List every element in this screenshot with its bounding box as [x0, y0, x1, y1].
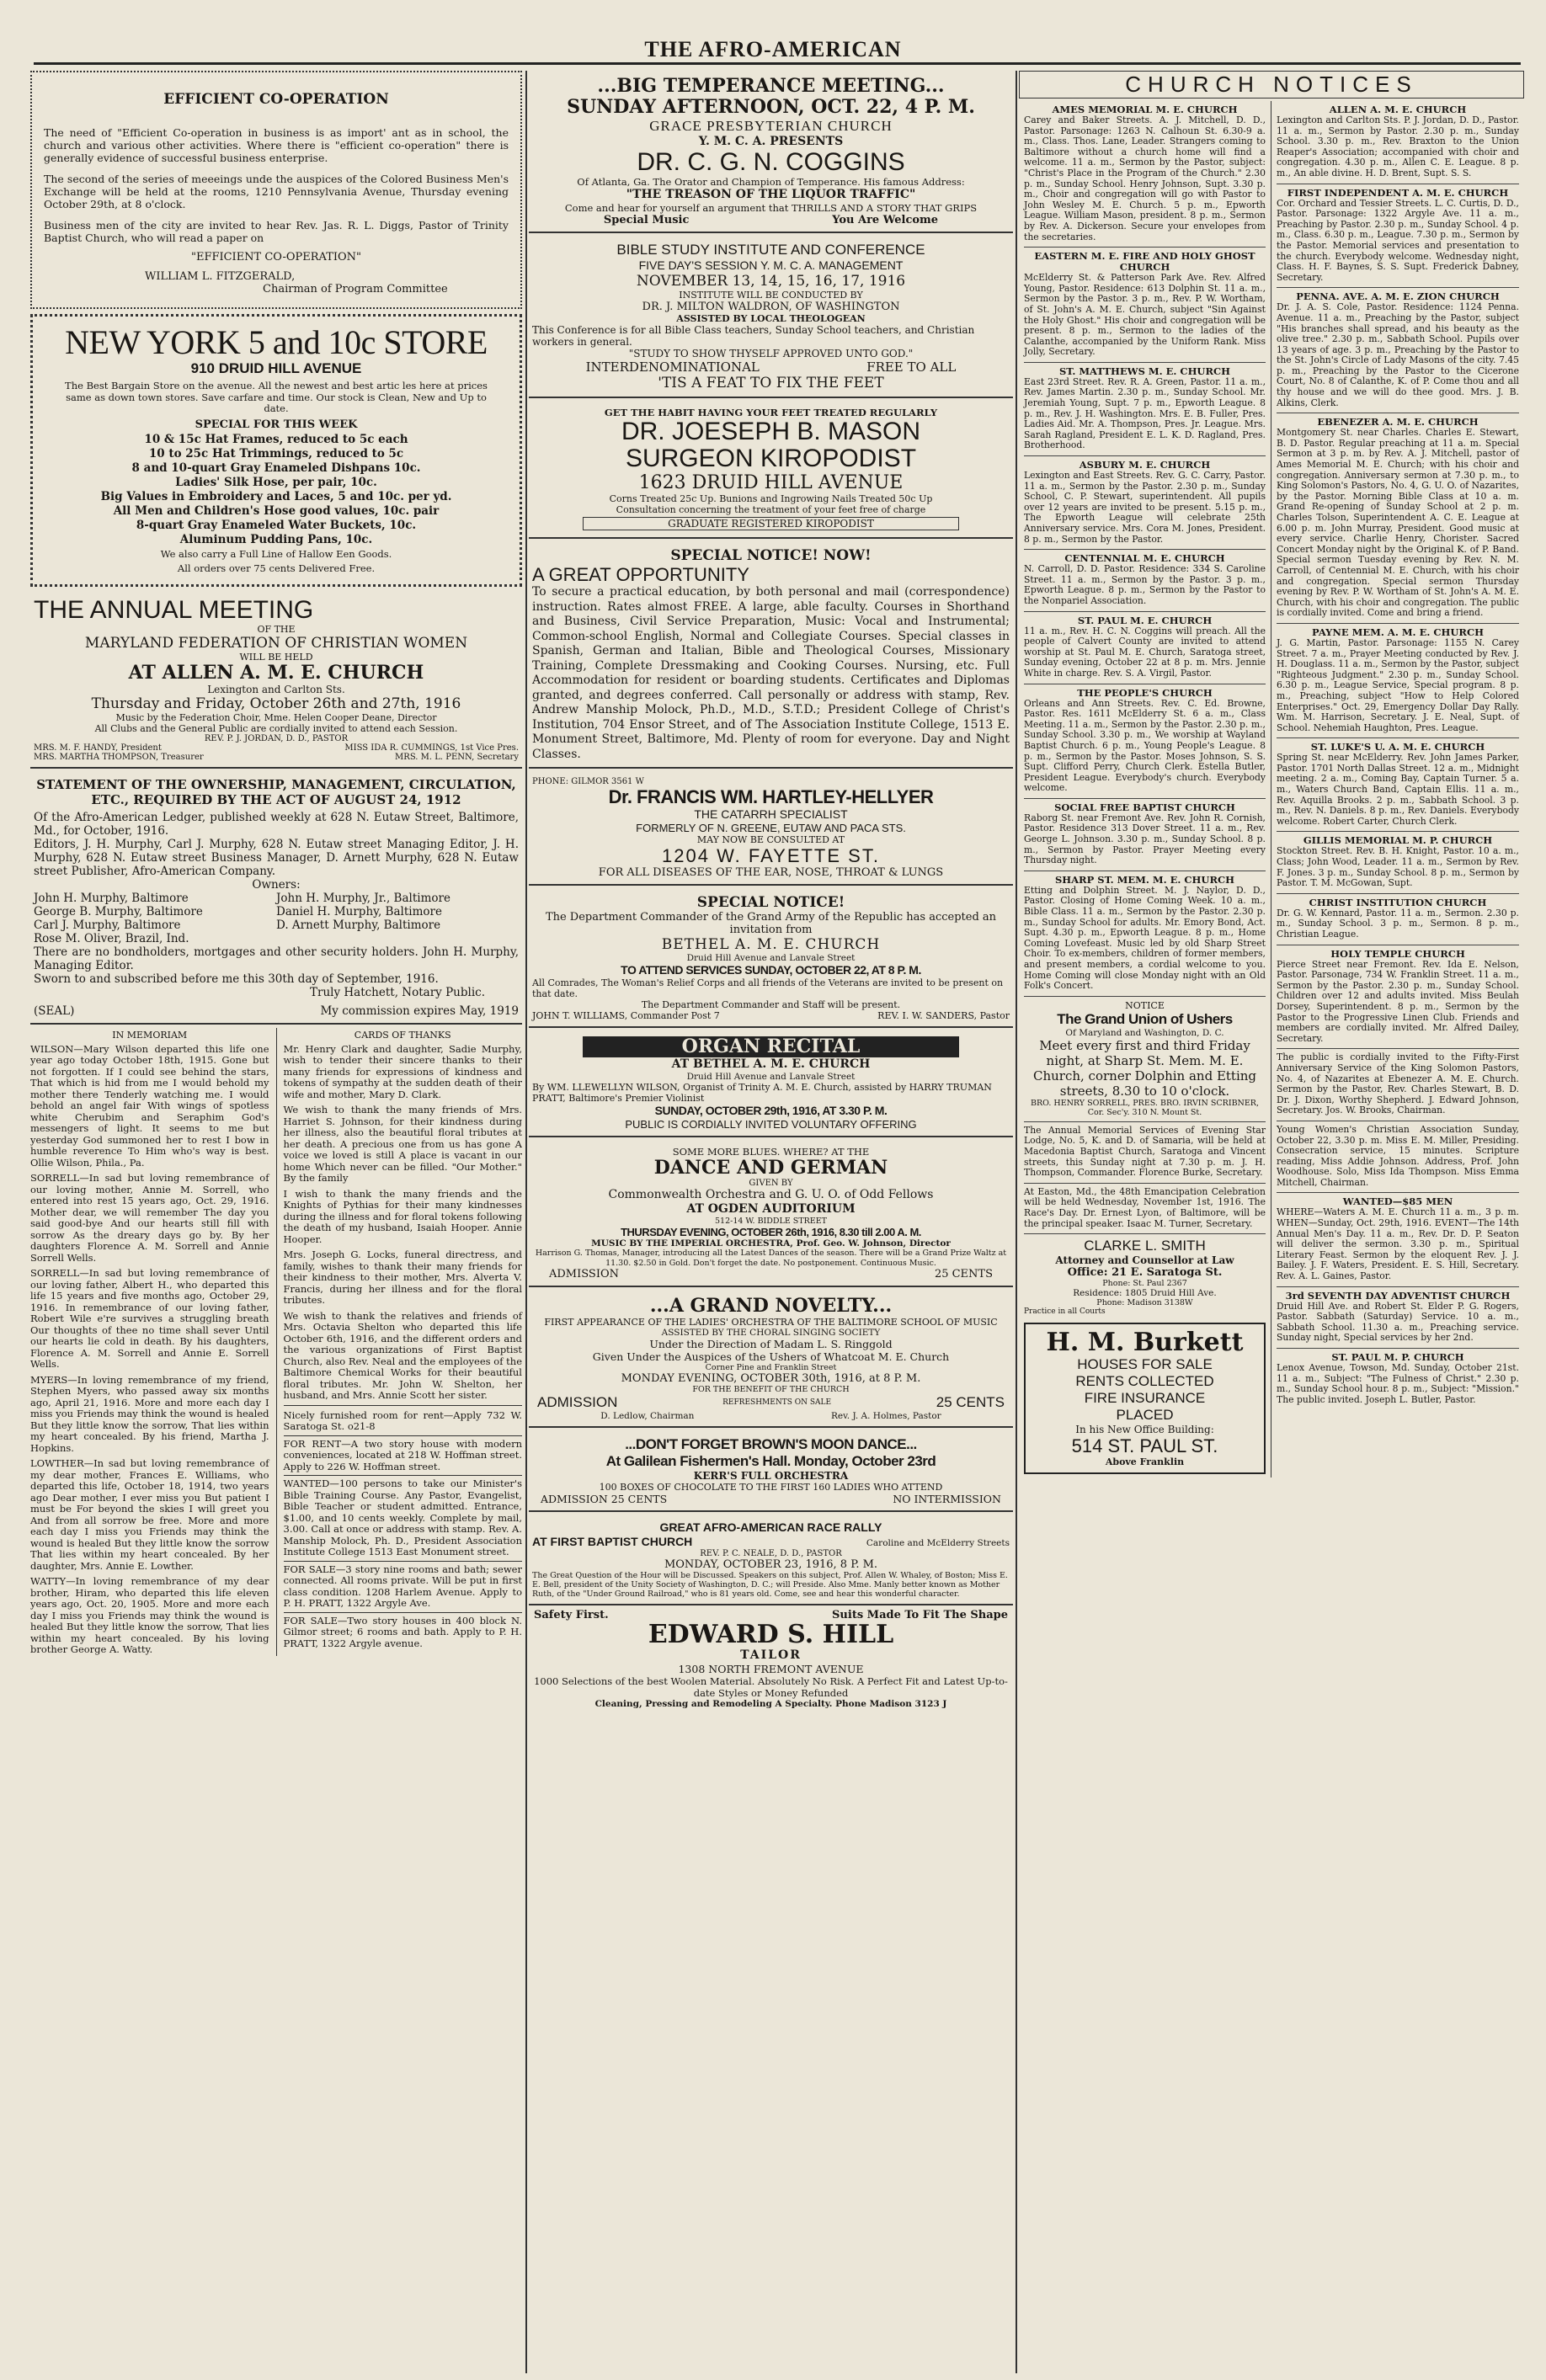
- temperance-line: Come and hear for yourself an argument that THRILLS AND A STORY THAT GRIPS: [564, 202, 978, 214]
- meeting-line: All Clubs and the General Public are cordially invited to attend each Session.: [94, 722, 458, 734]
- ad-paragraph: The second of the series of meeeings unde the auspices of the Colored Business Men's Exchange will be held at the rooms, 1210 Pennsylvania Avenue, Thursday evening October 29th, at 8 o'clock.: [44, 173, 509, 210]
- hill-line: Suits Made To Fit The Shape: [832, 1609, 1008, 1621]
- column-divider: [1016, 71, 1017, 2373]
- smith-line: Office: 21 E. Saratoga St.: [1067, 1266, 1223, 1280]
- smith-line: Phone: St. Paul 2367: [1102, 1279, 1187, 1289]
- store-intro: The Best Bargain Store on the avenue. All the newest and best artic les here at prices same as down town stores. Save carfare and time. Our stock is Clean, New and Up to date.: [65, 380, 488, 414]
- hartley-address: 1204 W. FAYETTE ST.: [662, 845, 880, 866]
- list-item: All orders over 75 cents Delivered Free.: [177, 562, 376, 574]
- opportunity-title: SPECIAL NOTICE! NOW!: [670, 547, 872, 564]
- church-text: Stockton Street. Rev. B. H. Knight, Pastor. 10 a. m., Class; John Wood, Leader. 11 a. m., Sermon by Rev. F. Jones. 3 p. m., Sunday School. 8 p. m., Sermon by Pastor. T. M. McGowan, Supt.: [1277, 845, 1519, 889]
- church-text: WHERE—Waters A. M. E. Church 11 a. m., 3 p. m. WHEN—Sunday, Oct. 29th, 1916. EVENT—The 14th Annual Men's Day. 11 a. m., Rev. Dr. D. P. Seaton will deliver the sermon. 3.30 p. m., Spiritual Literary Feast. Sermon by the eloquent Rev. J. J. Bailey. J. F. Waters, President. E. S. Hill, Secretary. Rev. A. L. Gaines, Pastor.: [1277, 1206, 1519, 1282]
- bible-title: BIBLE STUDY INSTITUTE AND CONFERENCE: [616, 242, 925, 258]
- easton-notice: [1024, 1184, 1266, 1234]
- meeting-church: AT ALLEN A. M. E. CHURCH: [128, 661, 424, 684]
- meeting-officer: MRS. MARTHA THOMPSON, Treasurer: [34, 752, 204, 762]
- novelty-line: REFRESHMENTS ON SALE: [722, 1398, 832, 1407]
- church-text: N. Carroll, D. D. Pastor. Residence: 334 S. Caroline Street. 11 a. m., Sermon by the Pastor. 3 p. m., Epworth League. 8 p. m., Sermon by the Pastor to the Nonpariel Association.: [1024, 563, 1266, 606]
- novelty-line: FOR THE BENEFIT OF THE CHURCH: [692, 1385, 850, 1394]
- church-text: McElderry St. & Patterson Park Ave. Rev. Alfred Young, Pastor. Residence: 613 Dolphin St. 11 a. m., Sermon by the Pastor. 3 p. m., Rev. P. W. Wortham, of St. John's A. M. E. Church, subject "Sin Against the Holy Ghost." His choir and congregation will be present. 8 p. m., Sermon to the ladies of the Calanthe, accompanied by the Uniform Rank. Miss Jolly, Secretary.: [1024, 272, 1266, 358]
- statement-text: Editors, J. H. Murphy, Carl J. Murphy, 628 N. Eutaw street Managing Editor, J. H. Murphy, 628 N. Eutaw street Business Manager, D. Arnett Murphy, 628 N. Eutaw street Publisher, Afro-American Company.: [34, 837, 519, 878]
- column-left: [30, 71, 522, 2373]
- opportunity-ad: [529, 542, 1013, 769]
- mason-name: DR. JOESEPH B. MASON: [621, 418, 921, 445]
- thanks-entry: Mr. Henry Clark and daughter, Sadie Murphy, wish to tender their sincere thanks to their many friends for expressions of kindness and tokens of sympathy at the sudden death of their wife and mother, Mary D. Clark.: [283, 1042, 522, 1100]
- hartley-line: FOR ALL DISEASES OF THE EAR, NOSE, THROAT & LUNGS: [598, 866, 944, 879]
- mason-line: GET THE HABIT HAVING YOUR FEET TREATED REGULARLY: [604, 407, 938, 418]
- statement-owners-label: Owners:: [252, 877, 301, 892]
- novelty-line: Corner Pine and Franklin Street: [705, 1363, 837, 1372]
- dance-price: 25 CENTS: [934, 1268, 993, 1281]
- masthead: [0, 0, 1546, 59]
- church-text: East 23rd Street. Rev. R. A. Green, Pastor. 11 a. m., Rev. James Martin. 2.30 p. m., Sunday School. Mr. Jeremiah Young, Supt. 7 p. m., Epworth League. 8 p. m., Rev. J. H. Washington. Mrs. E. B. Fuller, Pres. Ladies Aid. Mr. A. Thompson, Pres. Jr. League. Mrs. Sarah Ragland, President E. L. K. D. Ragland, Pres. Brotherhood.: [1024, 375, 1266, 451]
- ad-paragraph: The need of "Efficient Co-operation in business is as import' ant as in school, the church and various other activities. Where there is "efficient co-operation" there is generally evidence of successful business enterprise.: [44, 126, 509, 164]
- ad-title: EFFICIENT CO-OPERATION: [163, 91, 389, 108]
- church-entry: [1277, 738, 1519, 832]
- moon-line: NO INTERMISSION: [893, 1493, 1001, 1505]
- thanks-entry: I wish to thank the many friends and the Knights of Pythias for their many kindnesses during the illness and for floral tokens following the death of my husband, Isaiah Hooper. Annie Hooper.: [283, 1187, 522, 1245]
- church-entry: [1024, 799, 1266, 871]
- thanks-entry: Mrs. Joseph G. Locks, funeral directress, and family, wishes to thank their many friends for their kindness to their mother, Mrs. Alverta V. Francis, during her illness and for the floral tributes.: [283, 1249, 522, 1306]
- organ-title: ORGAN RECITAL: [583, 1036, 959, 1057]
- hill-line: 1000 Selections of the best Woolen Material. Absolutely No Risk. A Perfect Fit and Latest Up-to-date Styles or Money Refunded: [534, 1675, 1008, 1699]
- hill-name: EDWARD S. HILL: [648, 1620, 894, 1649]
- organ-line: PUBLIC IS CORDIALLY INVITED VOLUNTARY OFFERING: [625, 1118, 917, 1131]
- church-name: THE PEOPLE'S CHURCH: [1077, 686, 1213, 699]
- statement-text: Sworn to and subscribed before me this 30th day of September, 1916.: [34, 972, 439, 986]
- church-entry: [1024, 101, 1266, 248]
- bible-line: This Conference is for all Bible Class teachers, Sunday School teachers, and Christian workers in general.: [532, 324, 975, 348]
- mason-line: Consultation concerning the treatment of your feet free of charge: [616, 504, 926, 515]
- organ-recital-ad: [529, 1031, 1013, 1137]
- hartley-line: THE CATARRH SPECIALIST: [694, 807, 848, 821]
- memoriam-title: IN MEMORIAM: [112, 1029, 188, 1041]
- notice-line: BRO. HENRY SORRELL, PRES. BRO. IRVIN SCRIBNER, Cor. Sec'y. 310 N. Mount St.: [1031, 1098, 1259, 1117]
- bible-line: FREE TO ALL: [866, 359, 957, 375]
- burkett-address: 514 ST. PAUL ST.: [1071, 1435, 1218, 1457]
- race-line: REV. P. C. NEALE, D. D., PASTOR: [700, 1549, 842, 1558]
- smith-line: Phone: Madison 3138W: [1096, 1298, 1193, 1308]
- race-line: The Great Question of the Hour will be Discussed. Speakers on this subject, Prof. Allen W. Whaley, of Boston; Miss E. E. Bell, president of the Unity Society of Washington, D. C.; will Preside. Also Mme. Manly better known as Mother Ruth, of the "Under Ground Railroad," who is 81 years old. Come, see and hear this wonderful character.: [532, 1571, 1008, 1599]
- church-entry: [1277, 1349, 1519, 1409]
- church-entry: [1277, 1287, 1519, 1349]
- gar-line: The Department Commander and Staff will be present.: [641, 999, 901, 1010]
- novelty-date: MONDAY EVENING, OCTOBER 30th, 1916, at 8 P. M.: [621, 1372, 921, 1385]
- hill-line: Safety First.: [534, 1609, 609, 1621]
- church-name: ASBURY M. E. CHURCH: [1079, 459, 1211, 471]
- mason-line: GRADUATE REGISTERED KIROPODIST: [583, 517, 959, 530]
- list-item: 8 and 10-quart Gray Enameled Dishpans 10c.: [131, 461, 421, 475]
- statement-seal: (SEAL): [34, 1004, 75, 1018]
- novelty-line: Rev. J. A. Holmes, Pastor: [831, 1411, 941, 1421]
- gar-line: REV. I. W. SANDERS, Pastor: [877, 1010, 1010, 1021]
- gar-notice: [529, 889, 1013, 1028]
- gar-line: The Department Commander of the Grand Army of the Republic has accepted an invitation from: [545, 911, 997, 936]
- memoriam-entry: WILSON—Mary Wilson departed this life one year ago today October 18th, 1915. Gone but not forgotten. If I could see behind the stars, That which is hid from me I would behold my mother there Tenderly watching me. I would behold an angel fair With wings of spotless white Cherubim and Seraphim God's messengers of light. It seems to me but yesterday God summoned her to rest I bow in humble reverence To Him who's way is best. Ollie Wilson, Phila., Pa.: [30, 1042, 269, 1169]
- burkett-line: HOUSES FOR SALE: [1077, 1356, 1213, 1373]
- smith-ad: [1024, 1234, 1266, 1319]
- column-right: [1019, 71, 1524, 2373]
- hill-line: Cleaning, Pressing and Remodeling A Specialty. Phone Madison 3123 J: [594, 1699, 947, 1709]
- opportunity-heading: A GREAT OPPORTUNITY: [532, 564, 749, 585]
- masthead-title: THE AFRO-AMERICAN: [644, 37, 902, 61]
- burkett-line: PLACED: [1116, 1407, 1174, 1424]
- church-name: ST. PAUL M. E. CHURCH: [1077, 614, 1213, 626]
- store-special: SPECIAL FOR THIS WEEK: [195, 418, 358, 431]
- race-rally-ad: [529, 1515, 1013, 1605]
- opportunity-text: To secure a practical education, by both personal and mail (correspondence) instruction. Rates almost FREE. A large, able faculty. Courses in Shorthand and Business, Civil Service Preparation, Music: Vocal and Instrumental; Common-school English, Normal and Collegiate Courses. Special classes in Spanish, German and Italian, Bible and Theological Courses, Missionary Training, Complete Dressmaking and Cooking Courses. Nursing, etc. Full Accommodation for resident or boarding students. Certificates and Diplomas granted, and degrees conferred. Call personally or address with stamp, Rev. Andrew Manship Molock, Ph.D., M.D., S.T.D.; President College of Christ's Institution, 704 Ensor Street, and of The Association Institute College, 1513 E. Monument Street, Baltimore, Md. Plenty of room for everyone. Day and Night Classes.: [532, 585, 1010, 761]
- gar-date: TO ATTEND SERVICES SUNDAY, OCTOBER 22, AT 8 P. M.: [621, 963, 921, 977]
- bible-line: "STUDY TO SHOW THYSELF APPROVED UNTO GOD.": [628, 348, 914, 359]
- meeting-line: REV. P. J. JORDAN, D. D., PASTOR: [204, 733, 349, 743]
- smith-line: Residence: 1805 Druid Hill Ave.: [1073, 1288, 1217, 1299]
- burkett-ad: [1024, 1323, 1266, 1474]
- list-item: Big Values in Embroidery and Laces, 5 and 10c. per yd.: [100, 489, 452, 503]
- church-text: Etting and Dolphin Street. M. J. Naylor, D. D., Pastor. Closing of Home Coming Week. 10 a. m., Bible Class. 11 a. m., Sermon by the Pastor. 2.30 p. m., Sunday School for adults. Mr. Emory Bond, Act. Supt. 4.30 p. m., Epworth League. 8 p. m., Home Coming Lovefeast. Music led by old Sharp Street Choir. To ex-members, children of former members, and present members, a cordial welcome to you. Home Coming will close Monday night with an Old Folk's Concert.: [1024, 884, 1266, 992]
- temperance-date: SUNDAY AFTERNOON, OCT. 22, 4 P. M.: [567, 96, 975, 118]
- dance-line: MUSIC BY THE IMPERIAL ORCHESTRA, Prof. Geo. W. Johnson, Director: [591, 1238, 951, 1249]
- church-notices-header: CHURCH NOTICES: [1019, 71, 1524, 99]
- ushers-notice: [1024, 997, 1266, 1122]
- bible-line: DR. J. MILTON WALDRON, OF WASHINGTON: [642, 301, 900, 313]
- temperance-line: Y. M. C. A. PRESENTS: [698, 135, 844, 148]
- temperance-ad: [529, 71, 1013, 233]
- classified-ad: FOR SALE—Two story houses in 400 block N. Gilmor street; 6 rooms and bath. Apply to P. H. PRATT, 1322 Argyle avenue.: [283, 1614, 522, 1649]
- dance-date: THURSDAY EVENING, OCTOBER 26th, 1916, 8.30 till 2.00 A. M.: [621, 1226, 921, 1238]
- novelty-ad: [529, 1291, 1013, 1428]
- thanks-entry: We wish to thank the relatives and friends of Mrs. Octavia Shelton who departed this life October 6th, 1916, and the different orders and the various organizations of First Baptist Church, also Rev. Neal and the employees of the Baltimore Chemical Works for their beautiful floral tributes. Mr. John W. Shelton, her husband, and Mrs. Annie Scott her sister.: [284, 1311, 523, 1406]
- hartley-line: MAY NOW BE CONSULTED AT: [696, 834, 845, 845]
- church-name: WANTED—$85 MEN: [1342, 1195, 1453, 1208]
- memoriam-entry: WATTY—In loving remembrance of my dear brother, Hiram, who departed this life eleven years ago, Oct. 20, 1905. More and more each day I miss you Friends may think the wound is healed But they little know the sorrow, That lies within my heart concealed. By his loving brother George A. Watty.: [30, 1575, 269, 1655]
- church-text: Dr. J. A. S. Cole, Pastor. Residence: 1124 Penna. Avenue. 11 a. m., Preaching by the Pastor, subject "His branches shall spread, and his beauty as the olive tree." 2.30 p. m., Sabbath School. Pupils over 13 years of age. 3 p. m., Preaching by the Pastor to the St. John's Circle of Lady Masons of the city. 7.45 p. m., Preaching by the Pastor to the Cicerone Court, No. 8 of Calanthe, K. of P. Come thou and all thy house and we will do thee good. Mrs. J. B. Alkins, Clerk.: [1277, 301, 1519, 408]
- meeting-line: Music by the Federation Choir, Mme. Helen Cooper Deane, Director: [115, 711, 437, 723]
- hartley-line: FORMERLY OF N. GREENE, EUTAW AND PACA STS.: [636, 822, 906, 834]
- church-entry: [1024, 612, 1266, 684]
- efficient-cooperation-ad: [30, 71, 522, 309]
- dance-admission: ADMISSION: [549, 1268, 620, 1281]
- novelty-line: ASSISTED BY THE CHORAL SINGING SOCIETY: [661, 1328, 881, 1338]
- hill-ad: [529, 1609, 1013, 1709]
- church-text: Young Women's Christian Association Sunday, October 22, 3.30 p. m. Miss E. M. Miller, Presiding. Consecration service, 15 minutes. Scripture reading, Miss Addie Johnson. Address, Prof. John Woodhouse. Solo, Miss Ida Thompson. Miss Emma Mitchell, Chairman.: [1277, 1123, 1519, 1188]
- bible-dates: NOVEMBER 13, 14, 15, 16, 17, 1916: [636, 273, 906, 290]
- gar-line: JOHN T. WILLIAMS, Commander Post 7: [532, 1010, 720, 1021]
- statement-owners: John H. Murphy, Jr., Baltimore Daniel H. Murphy, Baltimore D. Arnett Murphy, Baltimore: [276, 891, 450, 932]
- church-entry: [1277, 624, 1519, 738]
- novelty-title: ...A GRAND NOVELTY...: [649, 1295, 893, 1317]
- statement-text: There are no bondholders, mortgages and other security holders. John H. Murphy, Managing Editor.: [34, 945, 519, 972]
- hartley-name: Dr. FRANCIS WM. HARTLEY-HELLYER: [608, 786, 934, 807]
- church-text: Lexington and Carlton Sts. P. J. Jordan, D. D., Pastor. 11 a. m., Sermon by Pastor. 2.30 p. m., Sunday School. 3.30 p. m., Rev. Braxton to the Union Reaper's Association; accompanied with choir and congregation. 4.30 p. m., Allen C. E. League. 8 p. m., An able divine. H. D. Brent, Supt. S. S.: [1277, 114, 1519, 178]
- masthead-rule: [34, 62, 1521, 65]
- meeting-date: Thursday and Friday, October 26th and 27th, 1916: [91, 695, 461, 712]
- mason-address: 1623 DRUID HILL AVENUE: [638, 472, 904, 493]
- church-name: SOCIAL FREE BAPTIST CHURCH: [1054, 801, 1235, 813]
- temperance-line: Special Music: [603, 214, 690, 226]
- church-entry: [1024, 456, 1266, 550]
- church-entry: [1277, 288, 1519, 413]
- church-name: SHARP ST. MEM. M. E. CHURCH: [1054, 873, 1235, 886]
- ownership-statement: [30, 772, 522, 1025]
- temperance-church: GRACE PRESBYTERIAN CHURCH: [649, 118, 893, 134]
- moon-dance-ad: [529, 1431, 1013, 1512]
- gar-line: All Comrades, The Woman's Relief Corps and all friends of the Veterans are invited to be present on that date.: [532, 977, 1004, 999]
- gar-church: BETHEL A. M. E. CHURCH: [661, 936, 881, 953]
- notice-text: The Annual Memorial Services of Evening Star Lodge, No. 5, K. and D. of Samaria, will be held at Macedonia Baptist Church, Saratoga and Vincent streets, this Sunday night at 7.30 p. m. J. H. Thompson, Commander. Florence Burke, Secretary.: [1024, 1124, 1266, 1179]
- church-entry: [1277, 1193, 1519, 1286]
- church-notices: [1019, 101, 1524, 1478]
- race-title: GREAT AFRO-AMERICAN RACE RALLY: [659, 1520, 882, 1534]
- dance-ad: [529, 1141, 1013, 1287]
- church-text: Spring St. near McElderry. Rev. John James Parker, Pastor. 1701 North Dallas Street. 12 a. m., Midnight meeting. 2 a. m., Coming Bay, Captain Turner. 5 a. m., Waters Church Band, Captain Ellis. 11 a. m., Rev. Aquilla Brooks. 2 p. m., Sabbath School. 3 p. m., Rev. N. Daniels. 8 p. m., Rev. Daniels. Everybody welcome. Robert Carter, Church Clerk.: [1277, 752, 1519, 827]
- church-text: Raborg St. near Fremont Ave. Rev. John R. Cornish, Pastor. Residence 313 Dover Street. 11 a. m., Rev. George L. Johnson. 3.30 p. m., Sunday School. 8 p. m., Sermon by Pastor. Prayer Meeting every Thursday night.: [1024, 812, 1266, 866]
- church-name: GILLIS MEMORIAL M. P. CHURCH: [1303, 834, 1493, 847]
- memoriam-entry: LOWTHER—In sad but loving remembrance of my dear mother, Frances E. Williams, who departed this life, October 18, 1914, two years ago Dear mother, I ever miss you But patient I must be For beyond the skies I will greet you And from all sorrow be free. More and more each day I miss you Friends may think the wound is healed But they little know the sorrow That lies within my heart concealed. By her daughter, Mrs. Annie E. Lowther.: [30, 1457, 269, 1572]
- temperance-line: Of Atlanta, Ga. The Orator and Champion of Temperance. His famous Address:: [577, 176, 965, 188]
- statement-notary: Truly Hatchett, Notary Public.: [309, 985, 485, 999]
- church-text: Cor. Orchard and Tessier Streets. L. C. Curtis, D. D., Pastor. Parsonage: 1322 Argyle Ave. 11 a. m., Preaching by Pastor. 2.30 p. m., Sunday School. 4 p. m., Class. 6.30 p. m., League. 7.30 p. m., Sermon by the Pastor. Memorial services and presentation to the church. Everybody welcome. Wednesday night, Class. H. F. Baynes, S. S. Supt. Frederick Dabney, Secretary.: [1277, 197, 1519, 283]
- statement-text: Of the Afro-American Ledger, published weekly at 628 N. Eutaw Street, Baltimore, Md., for October, 1916.: [34, 810, 519, 838]
- annual-meeting-ad: [30, 592, 522, 769]
- church-entry: [1024, 363, 1266, 456]
- church-entry: [1024, 684, 1266, 799]
- meeting-officer: MRS. M. F. HANDY, President: [34, 743, 162, 753]
- temperance-speaker: DR. C. G. N. COGGINS: [637, 148, 905, 176]
- church-name: ST. LUKE'S U. A. M. E. CHURCH: [1310, 741, 1485, 753]
- novelty-line: Given Under the Auspices of the Ushers of Whatcoat M. E. Church: [592, 1350, 950, 1363]
- church-entry: [1277, 894, 1519, 945]
- church-name: ST. MATTHEWS M. E. CHURCH: [1058, 365, 1231, 377]
- church-name: CENTENNIAL M. E. CHURCH: [1064, 552, 1225, 565]
- church-name: EASTERN M. E. FIRE AND HOLY GHOST CHURCH: [1034, 250, 1255, 274]
- smith-name: CLARKE L. SMITH: [1084, 1238, 1206, 1254]
- mason-line: Corns Treated 25c Up. Bunions and Ingrowing Nails Treated 50c Up: [609, 493, 933, 504]
- church-entry: [1024, 248, 1266, 363]
- list-item: We also carry a Full Line of Hallow Een Goods.: [160, 547, 392, 560]
- list-item: 10 & 15c Hat Frames, reduced to 5c each: [144, 432, 408, 446]
- notice-title: NOTICE: [1125, 999, 1165, 1011]
- list-item: Aluminum Pudding Pans, 10c.: [179, 532, 373, 546]
- store-title: NEW YORK 5 and 10c STORE: [65, 323, 488, 361]
- church-entry: [1277, 184, 1519, 289]
- temperance-title: ...BIG TEMPERANCE MEETING...: [597, 75, 945, 97]
- smith-line: Attorney and Counsellor at Law: [1055, 1254, 1234, 1267]
- novelty-line: D. Ledlow, Chairman: [600, 1411, 695, 1421]
- bible-line: INSTITUTE WILL BE CONDUCTED BY: [679, 290, 863, 301]
- church-text: Dr. G. W. Kennard, Pastor. 11 a. m., Sermon. 2.30 p. m., Sunday School. 3 p. m., Sermon. 8 p. m., Christian League.: [1277, 907, 1519, 940]
- burkett-line: In his New Office Building:: [1075, 1424, 1214, 1436]
- meeting-officer: MISS IDA R. CUMMINGS, 1st Vice Pres.: [344, 743, 519, 753]
- church-text: The public is cordially invited to the Fifty-First Anniversary Service of the King Solomon Pastors, No. 4, of Nazarites at Ebenezer A. M. E. Church. Sermon by the Pastor, Rev. Charles Stewart, B. D. Dr. J. Dixon, Worthy Shepherd. J. Edward Johnson, Secretary. Jos. W. Brooks, Chairman.: [1277, 1052, 1519, 1116]
- moon-title: ...DON'T FORGET BROWN'S MOON DANCE...: [625, 1436, 917, 1452]
- bible-line: ASSISTED BY LOCAL THEOLOGEAN: [676, 313, 866, 324]
- church-entry: [1277, 832, 1519, 893]
- store-ad: [30, 314, 522, 587]
- organ-church: AT BETHEL A. M. E. CHURCH: [671, 1057, 871, 1071]
- church-text: Montgomery St. near Charles. Charles E. Stewart, B. D. Pastor. Regular preaching at 11 a. m. Special Sermon at 3 p. m. by Rev. A. J. Mitchell, pastor of Ames Memorial M. E. Church; with his choir and congregation. Anniversary sermon at 7.30 p. m., to King Solomon's Pastors, No. 4, G. U. O. of Nazarites, by the Pastor. Morning Bible Class at 10 a. m. Grand Re-opening of Sunday School at 2 p. m. Charles Tolson, Superintendent A. C. E. League at 6.00 p. m. John Murray, President. Good music at every service. Charlie Henry, Chorister. Sacred Concert Monday night by the Original K. of P. Band. Special sermon Tuesday evening by Rev. N. M. Carroll, of Centennial M. E. Church, with his choir and congregation. Special sermon Thursday evening by Rev. P. W. Wortham of St. John's A. M. E. Church, with his choir and congregation. The public is cordially invited. Come and bring a friend.: [1277, 427, 1519, 619]
- meeting-officer: MRS. M. L. PENN, Secretary: [395, 752, 519, 762]
- church-col-b: [1271, 101, 1524, 1478]
- church-text: Pierce Street near Fremont. Rev. Ida E. Nelson, Pastor. Parsonage, 734 W. Franklin Street. 11 a. m., Sermon by the Pastor. 2.30 p. m., Sunday School. Children over 12 and adults invited. Miss Beulah Dorsey, Superintendent. 8 p. m., Sermon by the Pastor to the Progressive Linen Club. Friends and members are cordially invited. Mr. Alfred Dailey, Secretary.: [1277, 958, 1519, 1044]
- church-name: HOLY TEMPLE CHURCH: [1330, 947, 1465, 960]
- organ-line: Druid Hill Avenue and Lanvale Street: [686, 1072, 856, 1082]
- hartley-ad: [529, 772, 1013, 886]
- novelty-line: Under the Direction of Madam L. S. Ringgold: [649, 1338, 893, 1350]
- church-entry: [1024, 871, 1266, 997]
- memoriam-entry: SORRELL—In sad but loving remembrance of our loving mother, Annie M. Sorrell, who entered into rest 15 years ago, Oct. 29, 1916. Mother dear, we will remember The day you said good-bye And our hearts still fill with sorrow As the dreary days go by. By her daughters Florence A. M. Sorrell and Annie Sorrell Wells.: [30, 1172, 269, 1264]
- hill-address: 1308 NORTH FREMONT AVENUE: [678, 1663, 864, 1675]
- list-item: Ladies' Silk Hose, per pair, 10c.: [175, 475, 377, 489]
- classified-ad: WANTED—100 persons to take our Minister's Bible Training Course. Any Pastor, Evangelist, Bible Teacher or student admitted. Entrance, $1.00, and 10 cents weekly. Complete by mail, 3.00. Call at once or address with stamp. Rev. A. Manship Molock, Ph. D., President Association Institute College 1513 East Monument street.: [284, 1478, 523, 1562]
- organ-line: By WM. LLEWELLYN WILSON, Organist of Trinity A. M. E. Church, assisted by HARRY TRUMAN PRATT, Baltimore's Premier Violinist: [532, 1082, 992, 1104]
- column-divider: [525, 71, 527, 2373]
- dance-line: Commonwealth Orchestra and G. U. O. of Odd Fellows: [608, 1188, 934, 1201]
- church-entry: [1277, 945, 1519, 1050]
- classified-ad: FOR RENT—A two story house with modern conveniences, located at 218 W. Hoffman street. Apply to 226 W. Hoffman street.: [284, 1439, 523, 1477]
- mason-title: SURGEON KIROPODIST: [625, 445, 917, 472]
- church-entry: [1277, 1049, 1519, 1121]
- hill-line: TAILOR: [740, 1648, 802, 1662]
- ad-topic: "EFFICIENT CO-OPERATION": [190, 251, 362, 264]
- church-text: 11 a. m., Rev. H. C. N. Coggins will preach. All the people of Calvert County are invited to attend worship at St. Paul M. E. Church, Saratoga street, Sunday evening, October 22 at 8 p. m. Mrs. Jennie White in charge. Rev. S. A. Virgil, Pastor.: [1024, 625, 1266, 679]
- classified-ad: FOR SALE—3 story nine rooms and bath; sewer connected. All rooms private. Will be put in first class condition. 1208 Harlem Avenue. Apply to P. H. PRATT, 1322 Argyle Ave.: [284, 1564, 523, 1613]
- church-name: ALLEN A. M. E. CHURCH: [1329, 104, 1467, 115]
- hartley-phone: PHONE: GILMOR 3561 W: [532, 777, 644, 786]
- meeting-title: THE ANNUAL MEETING: [34, 595, 314, 624]
- race-date: MONDAY, OCTOBER 23, 1916, 8 P. M.: [664, 1558, 878, 1571]
- church-text: J. G. Martin, Pastor. Parsonage: 1155 N. Carey Street. 7 a. m., Prayer Meeting conducted by Rev. J. H. Douglass. 11 a. m., Sermon by the Pastor, subject "Righteous Judgment." 2.30 p. m., Sunday School. 6.30 p. m., League Service, Special program. 8 p. m., Preaching, subject "How to Help Colored Enterprises." Oct. 29, Emergency Dollar Day Rally. Wm. M. Harrison, Secretary. J. E. Neal, Supt. of School. Nehemiah Haughton, Pres. League.: [1277, 636, 1519, 733]
- memoriam-entry: SORRELL—In sad but loving remembrance of our loving father, Albert H., who departed this life 15 years and five months ago, October 29, 1916. In remembrance of our loving father, Robert Wile e're survives a struggling breath Our thoughts of thee no time shall sever Until our hearts lie cold in death. By his daughters, Florence A. M. Sorrell and Annie E. Sorrell Wells.: [30, 1267, 269, 1370]
- church-entry: [1024, 550, 1266, 611]
- moon-line: 100 BOXES OF CHOCOLATE TO THE FIRST 160 LADIES WHO ATTEND: [599, 1482, 943, 1493]
- temperance-address: "THE TREASON OF THE LIQUOR TRAFFIC": [626, 188, 916, 201]
- bottom-split: [30, 1028, 522, 1656]
- church-name: CHRIST INSTITUTION CHURCH: [1309, 896, 1487, 908]
- moon-line: At Galilean Fishermen's Hall. Monday, October 23rd: [605, 1453, 936, 1469]
- list-item: 10 to 25c Hat Trimmings, reduced to 5c: [148, 446, 404, 461]
- novelty-line: FIRST APPEARANCE OF THE LADIES' ORCHESTRA OF THE BALTIMORE SCHOOL OF MUSIC: [544, 1317, 998, 1328]
- thanks-entry: We wish to thank the many friends of Mrs. Harriet S. Johnson, for their kindness during her illness, also the beautiful floral tributes at her death. A precious one from us has gone A voice we loved is still A place is vacant in our home Which never can be filled. "Our Mother." By the family: [283, 1104, 522, 1184]
- burkett-line: Above Franklin: [1105, 1456, 1185, 1468]
- novelty-price: 25 CENTS: [936, 1394, 1005, 1410]
- meeting-line: MARYLAND FEDERATION OF CHRISTIAN WOMEN: [84, 634, 468, 652]
- ad-signer: WILLIAM L. FITZGERALD,: [145, 270, 296, 283]
- burkett-line: RENTS COLLECTED: [1075, 1373, 1214, 1390]
- ad-signer-title: Chairman of Program Committee: [263, 283, 448, 296]
- church-text: Lenox Avenue, Towson, Md. Sunday, October 21st. 11 a. m., Subject: "The Fulness of Christ." 2.30 p. m., Sunday School hour. 8 p. m., Subject: "Mission." The public invited. Joseph L. Butler, Pastor.: [1277, 1362, 1519, 1405]
- gar-line: Druid Hill Avenue and Lanvale Street: [686, 953, 856, 963]
- church-text: Lexington and East Streets. Rev. G. C. Carry, Pastor. 11 a. m., Sermon by the Pastor. 2.30 p. m., Sunday School, C. P. Stewart, superintendent. All pupils over 12 years are invited to be present. 5.15 p. m., The Epworth League will celebrate 25th Anniversary service. Mrs. Cora M. Jones, President. 8 p. m., Sermon by the Pastor.: [1024, 470, 1266, 545]
- thanks-title: CARDS OF THANKS: [354, 1029, 451, 1041]
- mason-ad: [529, 402, 1013, 539]
- bible-line: 'TIS A FEAT TO FIX THE FEET: [658, 375, 884, 391]
- notice-line: Of Maryland and Washington, D. C.: [1065, 1027, 1224, 1038]
- church-entry: [1277, 413, 1519, 624]
- race-church: AT FIRST BAPTIST CHURCH: [532, 1535, 693, 1548]
- church-entry: [1277, 1121, 1519, 1194]
- church-name: AMES MEMORIAL M. E. CHURCH: [1052, 104, 1238, 115]
- dance-line: SOME MORE BLUES. WHERE? AT THE: [672, 1146, 870, 1158]
- memorial-services-notice: [1024, 1122, 1266, 1184]
- classified-ad: Nicely furnished room for rent—Apply 732 W. Saratoga St. o21-8: [284, 1410, 523, 1436]
- gar-title: SPECIAL NOTICE!: [696, 894, 845, 911]
- dance-line: Harrison G. Thomas, Manager, introducing all the Latest Dances of the season. There will be a Grand Prize Waltz at 11.30. $2.50 in Gold. Don't forget the date. No postponement. Continuous Music.: [535, 1249, 1007, 1268]
- church-name: PENNA. AVE. A. M. E. ZION CHURCH: [1296, 290, 1500, 303]
- church-text: Carey and Baker Streets. A. J. Mitchell, D. D., Pastor. Parsonage: 1263 N. Calhoun St. 6.30-9 a. m., Class. Thos. Lane, Leader. Strangers coming to Baltimore without a church home will find a welcome. 11 a. m., Sermon by the Pastor, subject: "Christ's Place in the Program of the Church." 2.30 p. m., Sunday School. Henry Johnson, Supt. 3.30 p. m., Choir and congregation will go with Pastor to John Wesley M. E. Church. 5 p. m., Epworth League. William Mason, president. 8 p. m., Sermon by Rev. A. Dickerson. Secure your envelopes from the secretaries.: [1024, 114, 1266, 242]
- store-address: 910 DRUID HILL AVENUE: [190, 360, 362, 376]
- memoriam-entry: MYERS—In loving remembrance of my friend, Stephen Myers, who passed away six months ago, April 21, 1916. More and more each day I miss you Friends may think the wound is healed But they little know the sorrow, That lies within my heart concealed. By his friend, Martha J. Hopkins.: [30, 1373, 269, 1454]
- smith-line: Practice in all Courts: [1024, 1307, 1106, 1317]
- church-text: Druid Hill Ave. and Robert St. Elder P. G. Rogers, Pastor. Sabbath (Saturday) Service. 10 a. m., Sabbath School. 11.30 a. m., Preaching service. Sunday night, Special services by her 2nd.: [1277, 1300, 1519, 1344]
- statement-owners: John H. Murphy, Baltimore George B. Murphy, Baltimore Carl J. Murphy, Baltimore Rose M. Oliver, Brazil, Ind.: [34, 891, 203, 945]
- notice-line: Meet every first and third Friday night, at Sharp St. Mem. M. E. Church, corner Dolphin and Etting streets, 8.30 to 10 o'clock.: [1032, 1037, 1257, 1099]
- dance-title: DANCE AND GERMAN: [653, 1157, 888, 1179]
- column-middle: [529, 71, 1013, 2373]
- moon-line: KERR'S FULL ORCHESTRA: [693, 1470, 849, 1482]
- novelty-admission: ADMISSION: [537, 1394, 618, 1410]
- bible-institute-ad: [529, 237, 1013, 398]
- dance-line: GIVEN BY: [749, 1179, 793, 1188]
- meeting-line: WILL BE HELD: [239, 651, 313, 663]
- list-item: All Men and Children's Hose good values, 10c. pair: [113, 503, 440, 518]
- church-text: Orleans and Ann Streets. Rev. C. Ed. Browne, Pastor. Res. 1611 McElderry St. 6 a. m., Class Meeting. 11 a. m., Sermon by the Pastor. 2.30 p. m., Sunday School. 3.30 p. m., We worship at Wayland Baptist Church. 6 p. m., Young People's League. 8 p. m., Sermon by the Pastor. Moses Johnson, S. S. Supt. Clifford Perry, Church Clerk. Estella Butler, President League. Everybody's church. Everybody welcome.: [1024, 697, 1266, 794]
- moon-line: ADMISSION 25 CENTS: [541, 1493, 668, 1505]
- dance-line: 512-14 W. BIDDLE STREET: [714, 1217, 828, 1226]
- organ-date: SUNDAY, OCTOBER 29th, 1916, AT 3.30 P. M.: [654, 1104, 888, 1117]
- statement-title: STATEMENT OF THE OWNERSHIP, MANAGEMENT, CIRCULATION, ETC., REQUIRED BY THE ACT OF AUGUST 24, 1912: [36, 776, 516, 807]
- church-name: EBENEZER A. M. E. CHURCH: [1317, 416, 1479, 429]
- memoriam-column: [30, 1028, 269, 1656]
- store-items: [45, 433, 508, 576]
- church-name: ST. PAUL M. P. CHURCH: [1331, 1351, 1464, 1363]
- ad-paragraph: Business men of the city are invited to hear Rev. Jas. R. L. Diggs, Pastor of Trinity Baptist Church, who will read a paper on: [44, 219, 509, 244]
- meeting-line: OF THE: [257, 623, 296, 635]
- church-name: 3rd SEVENTH DAY ADVENTIST CHURCH: [1285, 1289, 1511, 1302]
- church-name: FIRST INDEPENDENT A. M. E. CHURCH: [1287, 186, 1509, 199]
- notice-line: The Grand Union of Ushers: [1057, 1010, 1233, 1027]
- church-col-a: [1019, 101, 1271, 1478]
- notice-text: At Easton, Md., the 48th Emancipation Celebration will be held Wednesday, November 1st, 1916. The Race's Day. Dr. Ernest Lyon, of Baltimore, will be the principal speaker. Isaac M. Turner, Secretary.: [1024, 1185, 1266, 1229]
- burkett-line: FIRE INSURANCE: [1084, 1390, 1206, 1407]
- thanks-column: [276, 1028, 523, 1656]
- race-line: Caroline and McElderry Streets: [866, 1538, 1010, 1548]
- meeting-line: Lexington and Carlton Sts.: [207, 683, 345, 695]
- statement-expires: My commission expires May, 1919: [320, 1004, 519, 1018]
- temperance-line: You Are Welcome: [832, 214, 939, 226]
- dance-venue: AT OGDEN AUDITORIUM: [686, 1202, 856, 1216]
- burkett-name: H. M. Burkett: [1046, 1328, 1244, 1358]
- list-item: 8-quart Gray Enameled Water Buckets, 10c.: [136, 518, 417, 532]
- church-name: PAYNE MEM. A. M. E. CHURCH: [1312, 626, 1484, 638]
- bible-line: FIVE DAY'S SESSION Y. M. C. A. MANAGEMENT: [638, 258, 904, 272]
- church-entry: [1277, 101, 1519, 184]
- bible-line: INTERDENOMINATIONAL: [585, 359, 760, 375]
